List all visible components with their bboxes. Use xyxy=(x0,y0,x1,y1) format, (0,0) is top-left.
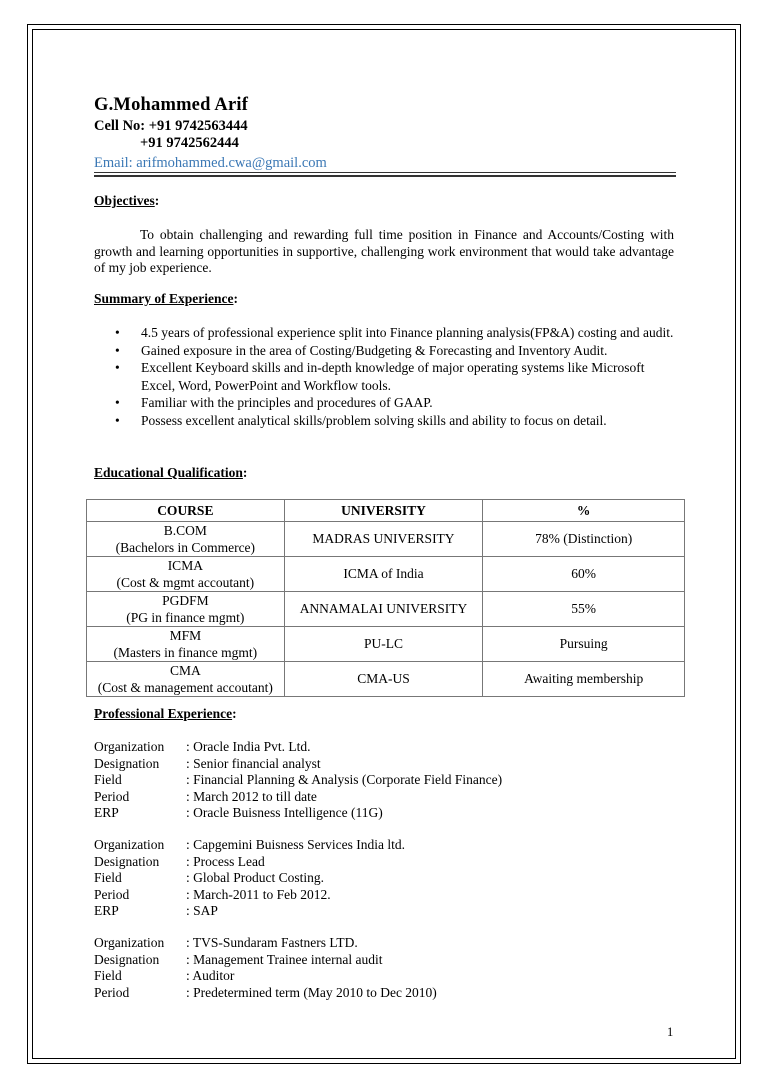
list-item: • Excellent Keyboard skills and in-depth knowledge of major operating systems like Microsoft Excel, Word, PowerPoint and Workflow tools. xyxy=(115,360,645,393)
course-cell: PGDFM (PG in finance mgmt) xyxy=(87,592,285,627)
course-cell: ICMA (Cost & mgmt accoutant) xyxy=(87,557,285,592)
percent-cell: 78% (Distinction) xyxy=(483,522,685,557)
job-organization: : Capgemini Buisness Services India ltd. xyxy=(186,837,405,852)
column-header-percent: % xyxy=(483,500,685,522)
bullet-icon: • xyxy=(115,325,120,340)
percent-cell: 55% xyxy=(483,592,685,627)
objectives-text: To obtain challenging and rewarding full time position in Finance and Accounts/Costing with growth and learning opportunities in supportive, challenging work environment that would take advantage of my job experience. xyxy=(94,227,674,275)
education-heading: Educational Qualification: xyxy=(94,465,248,480)
bullet-icon: • xyxy=(115,342,120,358)
summary-heading: Summary of Experience: xyxy=(94,291,238,306)
percent-cell: 60% xyxy=(483,557,685,592)
candidate-name: G.Mohammed Arif xyxy=(94,95,249,115)
summary-list xyxy=(94,324,674,429)
university-cell: ANNAMALAI UNIVERSITY xyxy=(284,592,483,627)
course-cell: B.COM (Bachelors in Commerce) xyxy=(87,522,285,557)
table-row xyxy=(87,557,685,592)
cell-number-2: +91 9742562444 xyxy=(140,135,239,151)
job-designation: : Management Trainee internal audit xyxy=(186,951,383,967)
job-entry-1: Organization : Oracle India Pvt. Ltd. Designation : Senior financial analyst Field : Financial Planning & Analysis (Corporate Field Finance) Period : March 2012 to till date ERP : Oracle Buisness Intelligence (11G) xyxy=(94,739,503,820)
job-organization: : TVS-Sundaram Fastners LTD. xyxy=(186,935,358,950)
job-designation: : Senior financial analyst xyxy=(186,755,321,771)
bullet-icon: • xyxy=(115,412,120,428)
university-cell: CMA-US xyxy=(284,662,483,697)
education-table xyxy=(86,499,685,697)
column-header-university: UNIVERSITY xyxy=(284,500,483,522)
job-entry-2: Organization : Capgemini Buisness Services India ltd. Designation : Process Lead Field : Global Product Costing. Period : March-2011 to Feb 2012. ERP : SAP xyxy=(94,837,405,918)
bullet-icon: • xyxy=(115,395,120,410)
experience-heading: Professional Experience: xyxy=(94,706,237,721)
percent-cell: Awaiting membership xyxy=(483,662,685,697)
job-field: : Financial Planning & Analysis (Corporate Field Finance) xyxy=(186,772,503,787)
table-row xyxy=(87,522,685,557)
page-number: 1 xyxy=(667,1025,674,1039)
objectives-heading: Objectives: xyxy=(94,193,160,208)
job-period: : March 2012 to till date xyxy=(186,788,317,804)
column-header-course: COURSE xyxy=(87,500,285,522)
job-entry-3: Organization : TVS-Sundaram Fastners LTD. Designation : Management Trainee internal audit Field : Auditor Period : Predetermined term (May 2010 to Dec 2010) xyxy=(94,935,437,1000)
job-organization: : Oracle India Pvt. Ltd. xyxy=(186,739,311,754)
bullet-icon: • xyxy=(115,360,120,375)
table-row xyxy=(87,592,685,627)
table-header-row xyxy=(87,500,685,522)
table-row xyxy=(87,627,685,662)
list-item: • 4.5 years of professional experience split into Finance planning analysis(FP&A) costing and audit. xyxy=(115,325,674,340)
job-erp: : Oracle Buisness Intelligence (11G) xyxy=(186,805,383,820)
table-row xyxy=(87,662,685,697)
job-field: : Global Product Costing. xyxy=(186,870,324,885)
job-field: : Auditor xyxy=(186,968,235,983)
header-divider-thin xyxy=(94,172,676,173)
list-item: • Familiar with the principles and procedures of GAAP. xyxy=(115,395,433,410)
cell-number-1: Cell No: +91 9742563444 xyxy=(94,118,248,134)
university-cell: PU-LC xyxy=(284,627,483,662)
job-period: : March-2011 to Feb 2012. xyxy=(186,886,331,902)
university-cell: ICMA of India xyxy=(284,557,483,592)
job-erp: : SAP xyxy=(186,903,218,918)
course-cell: CMA (Cost & management accoutant) xyxy=(87,662,285,697)
course-cell: MFM (Masters in finance mgmt) xyxy=(87,627,285,662)
list-item: • Possess excellent analytical skills/problem solving skills and ability to focus on detail. xyxy=(115,412,607,428)
university-cell: MADRAS UNIVERSITY xyxy=(284,522,483,557)
email-address[interactable]: Email: arifmohammed.cwa@gmail.com xyxy=(94,155,327,171)
job-period: : Predetermined term (May 2010 to Dec 2010) xyxy=(186,984,437,1000)
list-item: • Gained exposure in the area of Costing/Budgeting & Forecasting and Inventory Audit. xyxy=(115,342,608,358)
job-designation: : Process Lead xyxy=(186,853,265,869)
header-divider-thick xyxy=(94,175,676,177)
percent-cell: Pursuing xyxy=(483,627,685,662)
